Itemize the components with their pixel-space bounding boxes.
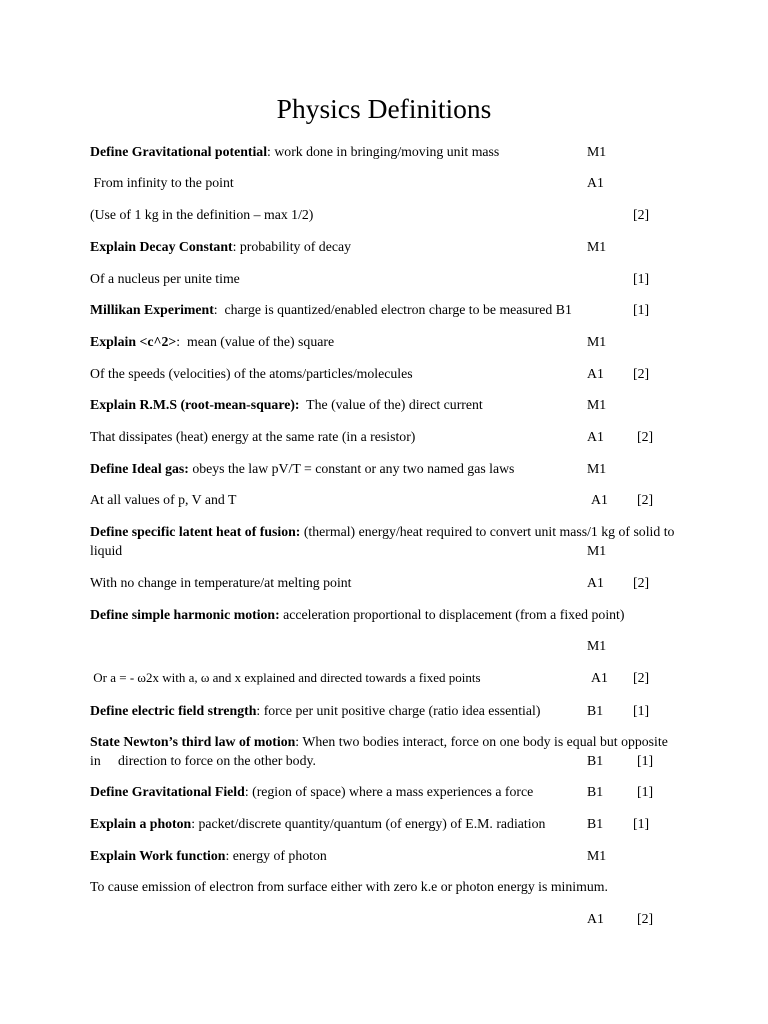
term: Define Gravitational potential <box>90 144 268 159</box>
line-text <box>90 784 533 800</box>
mark-code: M1 <box>587 543 607 558</box>
term: Define electric field strength <box>90 703 257 718</box>
mark-code: A1 <box>591 670 608 685</box>
term: Explain Decay Constant <box>90 239 233 254</box>
mark-code: M1 <box>587 397 607 412</box>
definition-line <box>0 207 768 223</box>
definition-line <box>0 271 768 287</box>
definition-text: : probability of decay <box>232 239 351 254</box>
definition-text: : (region of space) where a mass experiences a force <box>244 784 534 799</box>
definition-text: : packet/discrete quantity/quantum (of energy) of E.M. radiation <box>191 816 546 831</box>
definition-text: From infinity to the point <box>90 175 234 190</box>
definition-line <box>0 734 768 750</box>
definition-line <box>0 366 768 382</box>
definition-line <box>0 638 768 654</box>
definition-text: At all values of p, V and T <box>90 492 237 507</box>
line-text <box>90 703 540 719</box>
term: Define Gravitational Field <box>90 784 245 799</box>
mark-code: M1 <box>587 461 607 476</box>
mark-code: M1 <box>587 239 607 254</box>
definition-line <box>0 784 768 800</box>
definition-text: With no change in temperature/at melting point <box>90 575 352 590</box>
definition-text: : force per unit positive charge (ratio idea essential) <box>256 703 541 718</box>
definition-line <box>0 703 768 719</box>
definition-text: (thermal) energy/heat required to convert unit mass/1 kg of solid to <box>300 524 675 539</box>
definition-text: That dissipates (heat) energy at the same rate (in a resistor) <box>90 429 416 444</box>
definition-line <box>0 524 768 540</box>
definition-line <box>0 670 768 686</box>
mark-code: A1 <box>587 911 604 926</box>
line-text <box>90 524 674 540</box>
mark-total: [2] <box>633 575 650 590</box>
definition-text: Of the speeds (velocities) of the atoms/particles/molecules <box>90 366 413 381</box>
definition-text: To cause emission of electron from surface either with zero k.e or photon energy is minimum. <box>90 879 608 894</box>
mark-code: A1 <box>587 175 604 190</box>
line-text <box>90 302 572 318</box>
definition-line <box>0 175 768 191</box>
definition-line <box>0 607 768 623</box>
definition-line <box>0 848 768 864</box>
definition-line <box>0 753 768 769</box>
definition-text: : mean (value of the) square <box>176 334 335 349</box>
mark-total: [1] <box>637 784 654 799</box>
mark-code: M1 <box>587 848 607 863</box>
definition-line <box>0 492 768 508</box>
definition-text: (Use of 1 kg in the definition – max 1/2) <box>90 207 314 222</box>
mark-total: [2] <box>637 911 654 926</box>
mark-code: M1 <box>587 638 607 653</box>
definition-line <box>0 144 768 160</box>
mark-code: B1 <box>587 816 604 831</box>
definition-text: in direction to force on the other body. <box>90 753 316 768</box>
definition-text: Of a nucleus per unite time <box>90 271 240 286</box>
definition-text: obeys the law pV/T = constant or any two named gas laws <box>188 461 515 476</box>
definition-line <box>0 543 768 559</box>
term: Explain <c^2> <box>90 334 177 349</box>
mark-total: [1] <box>633 816 650 831</box>
definition-text: liquid <box>90 543 123 558</box>
definition-text: : work done in bringing/moving unit mass <box>267 144 500 159</box>
term: Explain R.M.S (root-mean-square): <box>90 397 300 412</box>
mark-total: [1] <box>637 753 654 768</box>
definition-text: : When two bodies interact, force on one body is equal but opposite <box>295 734 668 749</box>
mark-code: M1 <box>587 144 607 159</box>
page-title: Physics Definitions <box>276 93 492 124</box>
definition-line <box>0 461 768 477</box>
mark-total: [2] <box>637 492 654 507</box>
definition-line <box>0 334 768 350</box>
term: Define specific latent heat of fusion: <box>90 524 301 539</box>
line-text <box>90 816 545 832</box>
definition-line <box>0 239 768 255</box>
term: Millikan Experiment <box>90 302 214 317</box>
line-text <box>90 397 483 413</box>
mark-code: A1 <box>587 366 604 381</box>
mark-code: B1 <box>587 753 604 768</box>
mark-total: [2] <box>633 366 650 381</box>
line-text <box>90 334 334 350</box>
definition-line <box>0 429 768 445</box>
definition-text: : energy of photon <box>225 848 327 863</box>
mark-total: [2] <box>633 207 650 222</box>
line-text <box>90 734 668 750</box>
mark-total: [2] <box>637 429 654 444</box>
definition-line <box>0 575 768 591</box>
definition-text: The (value of the) direct current <box>299 397 483 412</box>
definition-line <box>0 879 768 895</box>
definition-text: acceleration proportional to displacement (from a fixed point) <box>279 607 625 622</box>
definition-text: : charge is quantized/enabled electron charge to be measured B1 <box>213 302 572 317</box>
definition-line <box>0 302 768 318</box>
term: State Newton’s third law of motion <box>90 734 296 749</box>
mark-total: [1] <box>633 271 650 286</box>
definition-text: Or a = - ω2x with a, ω and x explained and directed towards a fixed points <box>90 670 481 685</box>
line-text <box>90 607 624 623</box>
line-text <box>90 144 499 160</box>
definition-line <box>0 911 768 927</box>
line-text <box>90 848 327 864</box>
mark-total: [1] <box>633 302 650 317</box>
term: Explain a photon <box>90 816 192 831</box>
definition-line <box>0 397 768 413</box>
mark-code: A1 <box>591 492 608 507</box>
line-text <box>90 239 351 255</box>
term: Define Ideal gas: <box>90 461 189 476</box>
mark-code: A1 <box>587 575 604 590</box>
mark-total: [1] <box>633 703 650 718</box>
mark-code: B1 <box>587 784 604 799</box>
mark-code: M1 <box>587 334 607 349</box>
line-text <box>90 461 514 477</box>
term: Define simple harmonic motion: <box>90 607 280 622</box>
definition-line <box>0 816 768 832</box>
mark-code: B1 <box>587 703 604 718</box>
term: Explain Work function <box>90 848 226 863</box>
mark-total: [2] <box>633 670 650 685</box>
mark-code: A1 <box>587 429 604 444</box>
